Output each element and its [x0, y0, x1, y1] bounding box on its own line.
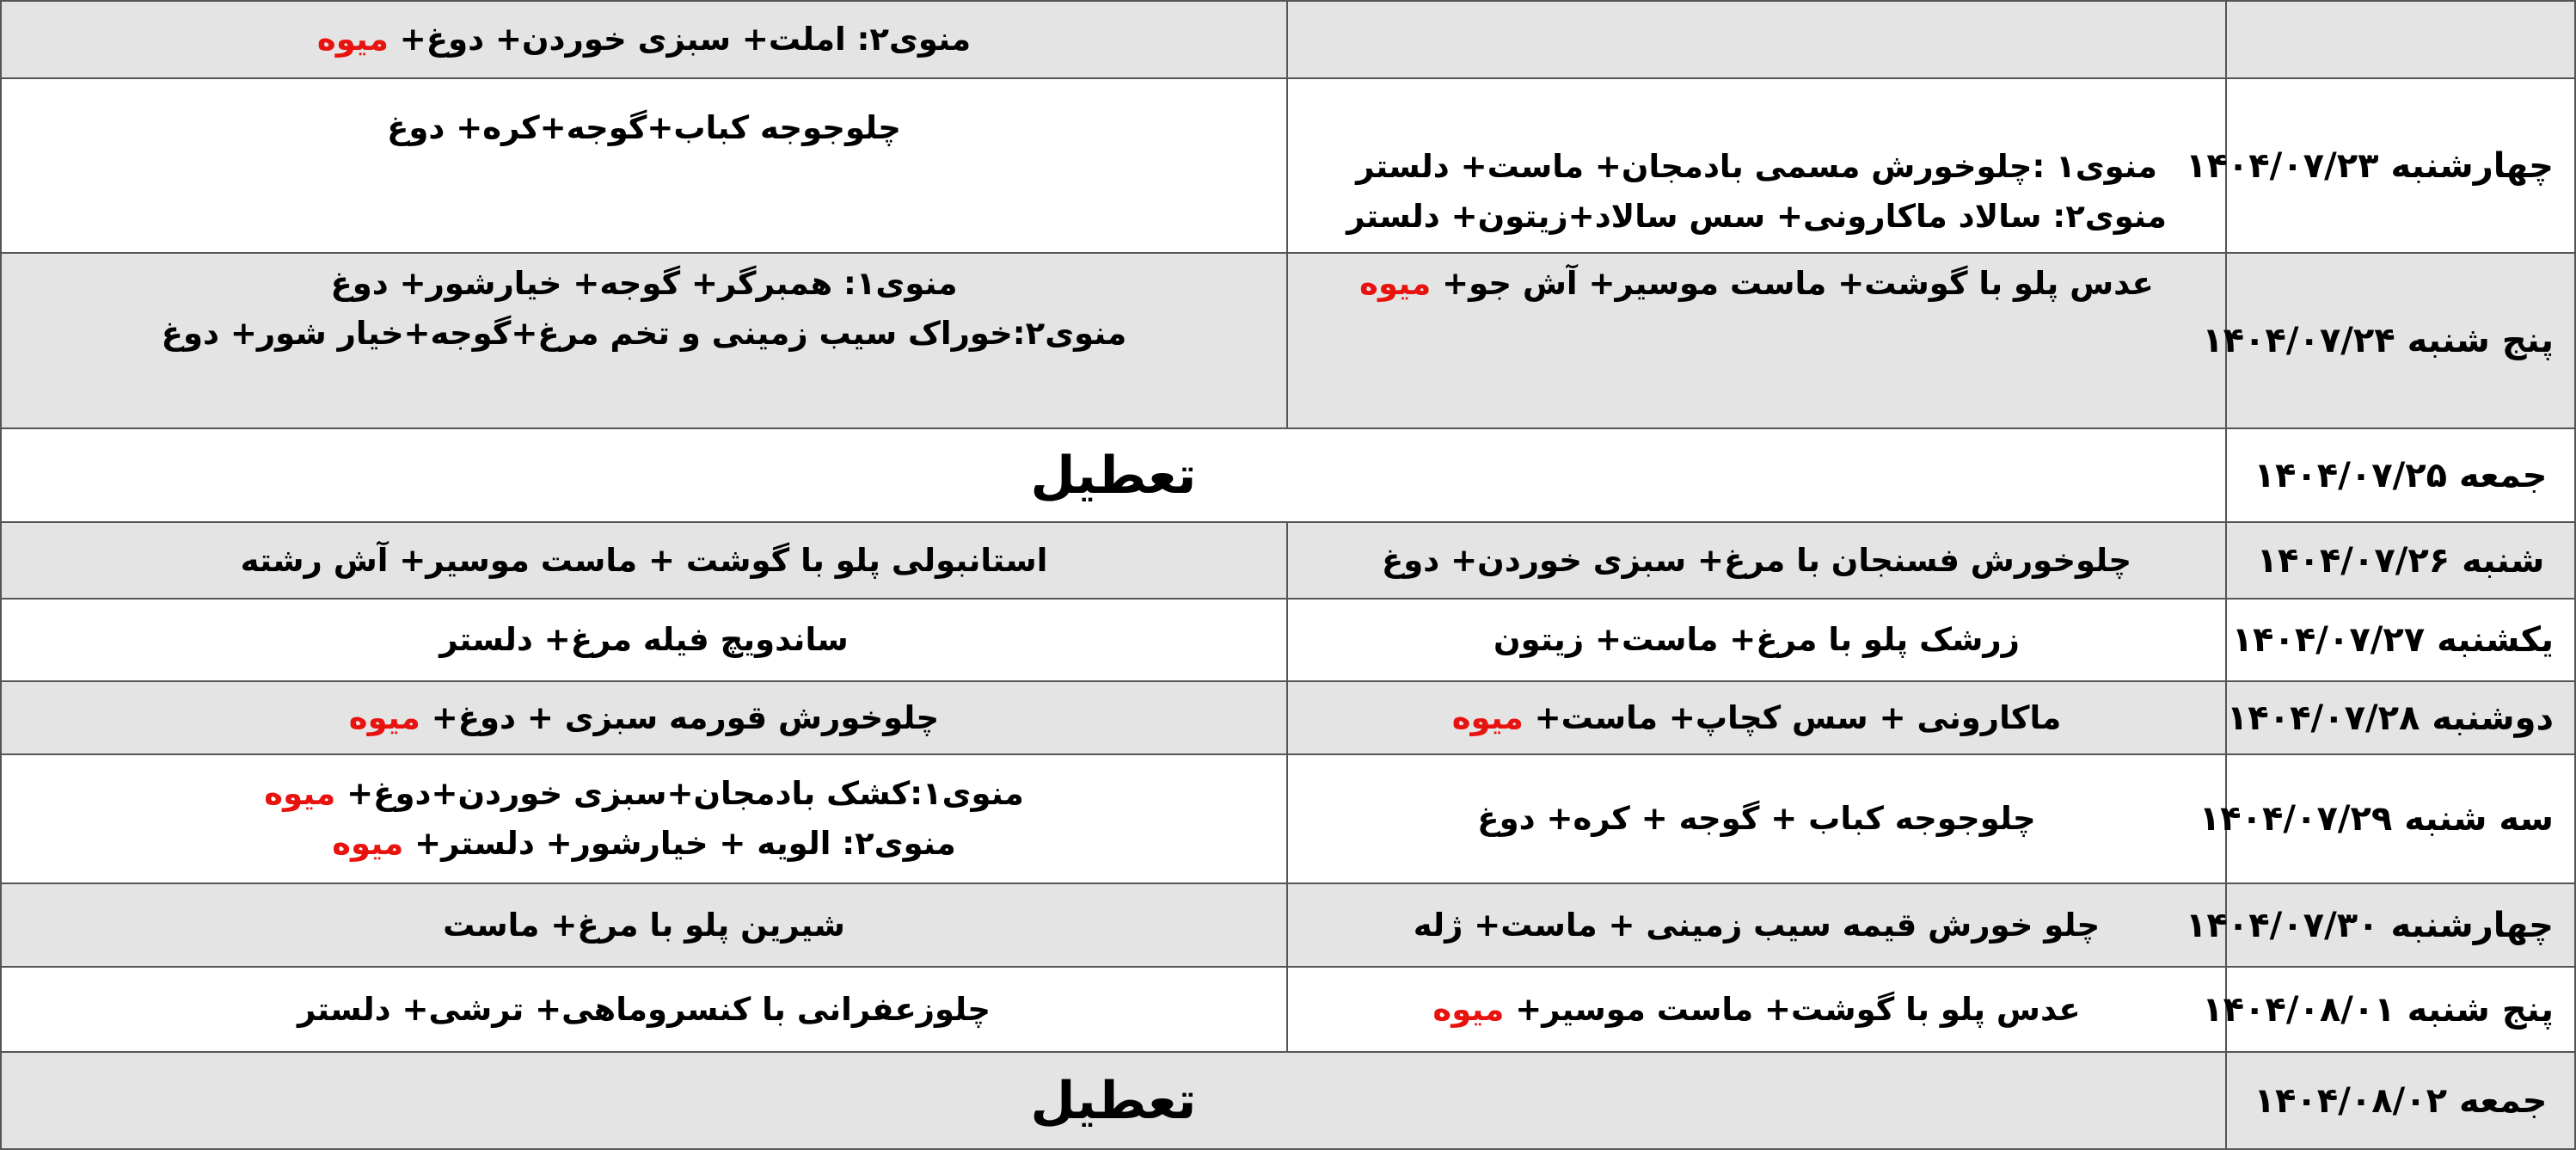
- menu-line: منوی۱ :چلوخورش مسمی بادمجان+ ماست+ دلستر: [1356, 147, 2157, 185]
- fruit-label: میوه: [316, 21, 389, 58]
- menu-line: منوی۲: املت+ سبزی خوردن+ دوغ+ میوه: [316, 21, 972, 58]
- menu-line: منوی۲: الویه + خیارشور+ دلستر+ میوه: [332, 825, 956, 862]
- menu-line: استانبولی پلو با گوشت + ماست موسیر+ آش رشته: [240, 541, 1048, 579]
- table-row: [1, 522, 2575, 599]
- menu-line: چلوخورش قورمه سبزی + دوغ+ میوه: [348, 698, 940, 736]
- menu-line: ساندویچ فیله مرغ+ دلستر: [439, 621, 849, 658]
- menu-line: منوی۱:کشک بادمجان+سبزی خوردن+دوغ+ میوه: [264, 775, 1024, 812]
- menu-line: عدس پلو با گوشت+ ماست موسیر+ آش جو+ میوه: [1359, 265, 2154, 302]
- dinner-cell: [1, 967, 1287, 1052]
- day-date-cell: چهارشنبه ۱۴۰۴/۰۷/۲۳: [2226, 78, 2575, 253]
- table-row: [1, 1, 2575, 78]
- fruit-label: میوه: [264, 775, 336, 812]
- menu-line: زرشک پلو با مرغ+ ماست+ زیتون: [1493, 621, 2020, 658]
- table-row: [1, 681, 2575, 754]
- day-date-cell: یکشنبه ۱۴۰۴/۰۷/۲۷: [2226, 599, 2575, 681]
- menu-line: منوی۲:خوراک سیب زمینی و تخم مرغ+گوجه+خیار شور+ دوغ: [161, 315, 1127, 352]
- table-row: [1, 1052, 2575, 1149]
- lunch-cell: [1287, 1, 2226, 78]
- lunch-cell: [1287, 883, 2226, 967]
- day-date-cell: پنج شنبه ۱۴۰۴/۰۷/۲۴: [2226, 253, 2575, 428]
- day-date-cell: [2226, 1, 2575, 78]
- lunch-cell: [1287, 754, 2226, 883]
- dinner-cell: [1, 681, 1287, 754]
- holiday-cell: تعطیل: [1, 428, 2226, 522]
- menu-line: چلوزعفرانی با کنسروماهی+ ترشی+ دلستر: [297, 990, 991, 1028]
- lunch-cell: [1287, 522, 2226, 599]
- menu-line: چلوجوجه کباب + گوجه + کره+ دوغ: [1477, 800, 2036, 837]
- fruit-label: میوه: [1451, 698, 1524, 736]
- lunch-cell: [1287, 253, 2226, 428]
- dinner-cell: [1, 253, 1287, 428]
- table-row: [1, 754, 2575, 883]
- menu-line: شیرین پلو با مرغ+ ماست: [443, 906, 845, 944]
- lunch-cell: [1287, 599, 2226, 681]
- day-date-cell: جمعه ۱۴۰۴/۰۸/۰۲: [2226, 1052, 2575, 1149]
- table-row: [1, 883, 2575, 967]
- day-date-cell: پنج شنبه ۱۴۰۴/۰۸/۰۱: [2226, 967, 2575, 1052]
- dinner-cell: [1, 1, 1287, 78]
- menu-line: ماکارونی + سس کچاپ+ ماست+ میوه: [1451, 698, 2062, 736]
- lunch-cell: [1287, 78, 2226, 253]
- lunch-cell: [1287, 967, 2226, 1052]
- menu-line: چلو خورش قیمه سیب زمینی + ماست+ ژله: [1413, 906, 2101, 944]
- dinner-cell: [1, 754, 1287, 883]
- menu-line: منوی۲: سالاد ماکارونی+ سس سالاد+زیتون+ دلستر: [1346, 197, 2167, 235]
- lunch-cell: [1287, 681, 2226, 754]
- holiday-cell: تعطیل: [1, 1052, 2226, 1149]
- dinner-cell: [1, 599, 1287, 681]
- day-date-cell: چهارشنبه ۱۴۰۴/۰۷/۳۰: [2226, 883, 2575, 967]
- table-row: [1, 599, 2575, 681]
- dinner-cell: [1, 78, 1287, 253]
- table-row: [1, 253, 2575, 428]
- menu-line: عدس پلو با گوشت+ ماست موسیر+ میوه: [1432, 990, 2081, 1028]
- dinner-cell: [1, 522, 1287, 599]
- day-date-cell: سه شنبه ۱۴۰۴/۰۷/۲۹: [2226, 754, 2575, 883]
- menu-line: چلوجوجه کباب+گوجه+کره+ دوغ: [387, 109, 901, 146]
- fruit-label: میوه: [1432, 990, 1505, 1028]
- table-row: [1, 967, 2575, 1052]
- day-date-cell: جمعه ۱۴۰۴/۰۷/۲۵: [2226, 428, 2575, 522]
- day-date-cell: شنبه ۱۴۰۴/۰۷/۲۶: [2226, 522, 2575, 599]
- fruit-label: میوه: [348, 698, 420, 736]
- fruit-label: میوه: [1359, 265, 1432, 302]
- table-row: [1, 78, 2575, 253]
- menu-line: منوی۱: همبرگر+ گوجه+ خیارشور+ دوغ: [330, 265, 958, 302]
- menu-line: چلوخورش فسنجان با مرغ+ سبزی خوردن+ دوغ: [1382, 541, 2131, 579]
- day-date-cell: دوشنبه ۱۴۰۴/۰۷/۲۸: [2226, 681, 2575, 754]
- table-row: [1, 428, 2575, 522]
- dinner-cell: [1, 883, 1287, 967]
- fruit-label: میوه: [332, 825, 404, 862]
